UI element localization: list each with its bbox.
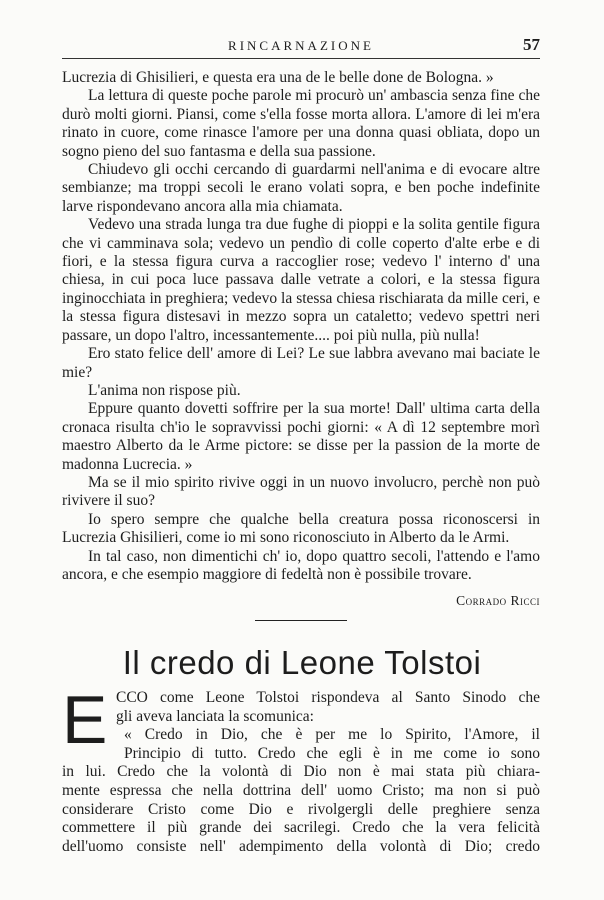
paragraph: Ero stato felice dell' amore di Lei? Le sue labbra avevano mai baciate le mie? bbox=[62, 345, 540, 381]
paragraph: In tal caso, non dimentichi ch' io, dopo quattro secoli, l'attendo e l'amo ancora, e che esempio maggiore di fedeltà non è possibile trovare. bbox=[62, 547, 540, 583]
article-line: dell'uomo consiste nell' adempimento della volontà di Dio; credo bbox=[62, 837, 540, 855]
story-body bbox=[62, 69, 540, 584]
article-line: commettere il più grande dei sacrilegi. Credo che la vera felicità bbox=[62, 819, 540, 837]
paragraph: Vedevo una strada lunga tra due fughe di pioppi e la solita gentile figura che vi camminava sola; vedevo un pendìo di colle coperto d'alte erbe e di fiori, e la stessa figura curva a raccoglier rose; vedevo l' interno d' una chiesa, in cui poca luce passava dalle vetrate a colori, e la stessa figura inginocchiata in preghiera; vedevo la stessa chiesa rischiarata da mille ceri, e la stessa figura distesavi in mezzo sopra un cataletto; vedevo spettri neri passare, un dopo l'altro, incessantemente.... poi più nulla, più nulla! bbox=[62, 216, 540, 344]
paragraph: Io spero sempre che qualche bella creatura possa riconoscersi in Lucrezia Ghisilieri, come io mi sono riconosciuto in Alberto da le Armi. bbox=[62, 510, 540, 547]
paragraph: L'anima non rispose più. bbox=[88, 381, 241, 399]
paragraph: La lettura di queste poche parole mi procurò un' ambascia senza fine che durò molti giorni. Piansi, come s'ella fosse morta allora. L'amore di lei m'era rinato in cuore, come rinasce l'amore per una donna quasi obliata, dopo un sogno pieno del suo fantasma e della sua passione. bbox=[62, 87, 540, 160]
article-title: Il credo di Leone Tolstoi bbox=[122, 644, 482, 681]
article-line: in lui. Credo che la volontà di Dio non è mai stata più chiara- bbox=[62, 763, 540, 781]
article-line: Principio di tutto. Credo che egli è in me come io sono bbox=[124, 744, 540, 762]
paragraph: Lucrezia di Ghisilieri, e questa era una de le belle done de Bologna. » bbox=[62, 69, 494, 86]
running-title: RINCARNAZIONE bbox=[228, 38, 374, 53]
article-line: « Credo in Dio, che è per me lo Spirito, l'Amore, il bbox=[124, 726, 540, 744]
article-line: considerare Cristo come Dio e rivolgergli delle preghiere senza bbox=[62, 800, 540, 818]
author-signature: Corrado Ricci bbox=[456, 593, 540, 608]
article-line: mente espressa che nella dottrina dell' uomo Cristo; ma non si può bbox=[62, 781, 540, 799]
paragraph: Ma se il mio spirito rivive oggi in un nuovo involucro, perchè non può rivivere il suo? bbox=[62, 473, 540, 510]
paragraph: Chiudevo gli occhi cercando di guardarmi nell'anima e di evocare altre sembianze; ma troppi secoli le erano volati sopra, e ben poche indefinite larve rispondevano ancora alla mia chiamata. bbox=[62, 161, 540, 215]
section-divider bbox=[255, 620, 347, 621]
article-body bbox=[62, 682, 540, 856]
page-header bbox=[62, 35, 540, 60]
article-line: CCO come Leone Tolstoi rispondeva al Santo Sinodo che bbox=[116, 689, 540, 706]
drop-cap: E bbox=[62, 682, 108, 758]
page-number: 57 bbox=[523, 35, 540, 54]
paragraph: Eppure quanto dovetti soffrire per la sua morte! Dall' ultima carta della cronaca risulta ch'io le sopravvissi pochi giorni: « A dì 12 septembre morì maestro Alberto da le Arme pictore: se disse per la passion de la morte de madonna Lucrecia. » bbox=[62, 400, 540, 473]
article-line: gli aveva lanciata la scomunica: bbox=[116, 707, 314, 725]
header-rule bbox=[62, 58, 540, 59]
